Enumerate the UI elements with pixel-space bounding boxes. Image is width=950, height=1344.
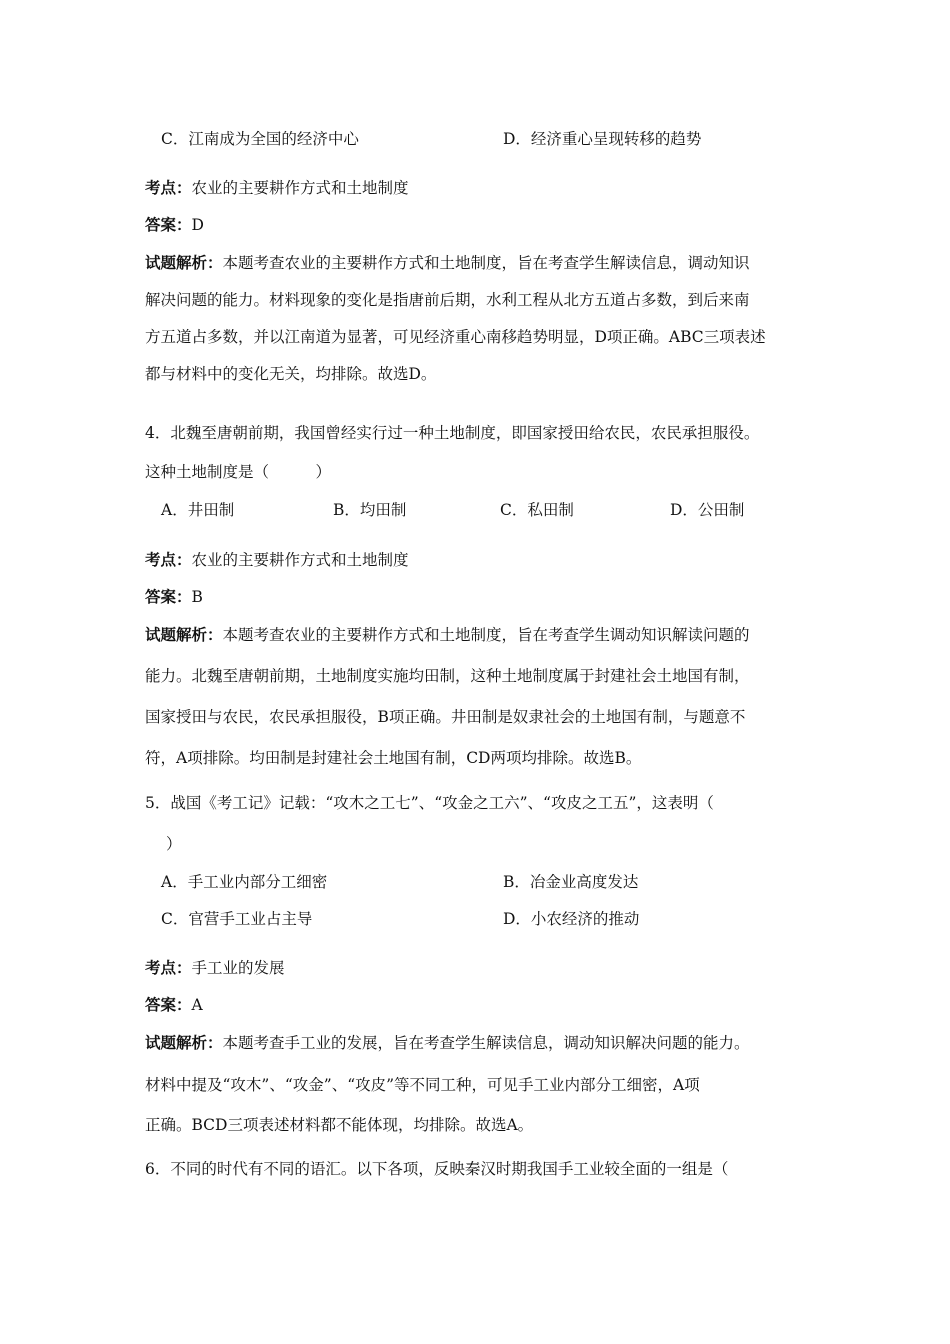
q4-option-d: D．公田制 xyxy=(670,501,745,519)
q4-analysis-line-4: 符，A项排除。均田制是封建社会土地国有制，CD两项均排除。故选B。 xyxy=(145,749,642,767)
analysis-text: 本题考查农业的主要耕作方式和土地制度，旨在考查学生解读信息，调动知识 xyxy=(222,254,750,272)
q3-kaodian xyxy=(145,178,409,198)
answer-value: A xyxy=(191,996,203,1014)
q5-option-c: C．官营手工业占主导 xyxy=(161,910,313,928)
q3-analysis-line-2: 解决问题的能力。材料现象的变化是指唐前后期，水利工程从北方五道占多数，到后来南 xyxy=(145,291,750,309)
kaodian-text: 农业的主要耕作方式和土地制度 xyxy=(191,551,409,569)
q3-answer xyxy=(145,215,204,235)
answer-value: B xyxy=(191,588,203,606)
q5-answer xyxy=(145,995,203,1015)
answer-label: 答案： xyxy=(145,215,192,234)
q3-analysis-line-4: 都与材料中的变化无关，均排除。故选D。 xyxy=(145,365,437,383)
q5-analysis-line-3: 正确。BCD三项表述材料都不能体现，均排除。故选A。 xyxy=(145,1116,534,1134)
q6-stem-line-1: 6．不同的时代有不同的语汇。以下各项，反映秦汉时期我国手工业较全面的一组是（ xyxy=(145,1160,729,1178)
q4-answer xyxy=(145,587,203,607)
q4-option-a: A．井田制 xyxy=(161,501,235,519)
analysis-text: 本题考查手工业的发展，旨在考查学生解读信息，调动知识解决问题的能力。 xyxy=(222,1034,750,1052)
q4-kaodian xyxy=(145,550,409,570)
q5-analysis-line-2: 材料中提及“攻木”、“攻金”、“攻皮”等不同工种，可见手工业内部分工细密，A项 xyxy=(145,1076,700,1094)
kaodian-text: 手工业的发展 xyxy=(191,959,285,977)
answer-label: 答案： xyxy=(145,587,192,606)
q4-analysis-line-1 xyxy=(145,625,750,645)
q5-stem-line-1: 5．战国《考工记》记载：“攻木之工七”、“攻金之工六”、“攻皮之工五”，这表明（ xyxy=(145,794,714,812)
q4-option-b: B．均田制 xyxy=(333,501,407,519)
q3-option-d: D．经济重心呈现转移的趋势 xyxy=(503,130,702,148)
q3-analysis-line-1 xyxy=(145,253,750,273)
q5-option-d: D．小农经济的推动 xyxy=(503,910,640,928)
kaodian-label: 考点： xyxy=(145,958,192,977)
q4-option-c: C．私田制 xyxy=(500,501,574,519)
kaodian-label: 考点： xyxy=(145,550,192,569)
analysis-text: 本题考查农业的主要耕作方式和土地制度，旨在考查学生调动知识解读问题的 xyxy=(222,626,750,644)
q4-stem-line-2: 这种土地制度是（ ） xyxy=(145,463,332,481)
kaodian-label: 考点： xyxy=(145,178,192,197)
answer-label: 答案： xyxy=(145,995,192,1014)
q4-stem-line-1: 4．北魏至唐朝前期，我国曾经实行过一种土地制度，即国家授田给农民，农民承担服役。 xyxy=(145,424,760,442)
q5-stem-line-2: ） xyxy=(166,835,182,853)
q3-option-c: C．江南成为全国的经济中心 xyxy=(161,130,359,148)
q5-analysis-line-1 xyxy=(145,1033,750,1053)
q5-kaodian xyxy=(145,958,285,978)
kaodian-text: 农业的主要耕作方式和土地制度 xyxy=(191,179,409,197)
answer-value: D xyxy=(191,216,204,234)
q3-analysis-line-3: 方五道占多数，并以江南道为显著，可见经济重心南移趋势明显，D项正确。ABC三项表述 xyxy=(145,328,766,346)
analysis-label: 试题解析： xyxy=(145,253,223,272)
analysis-label: 试题解析： xyxy=(145,1033,223,1052)
q4-analysis-line-2: 能力。北魏至唐朝前期，土地制度实施均田制，这种土地制度属于封建社会土地国有制， xyxy=(145,667,750,685)
q5-option-a: A．手工业内部分工细密 xyxy=(161,873,328,891)
q5-option-b: B．冶金业高度发达 xyxy=(503,873,639,891)
q4-analysis-line-3: 国家授田与农民，农民承担服役，B项正确。井田制是奴隶社会的土地国有制，与题意不 xyxy=(145,708,746,726)
analysis-label: 试题解析： xyxy=(145,625,223,644)
